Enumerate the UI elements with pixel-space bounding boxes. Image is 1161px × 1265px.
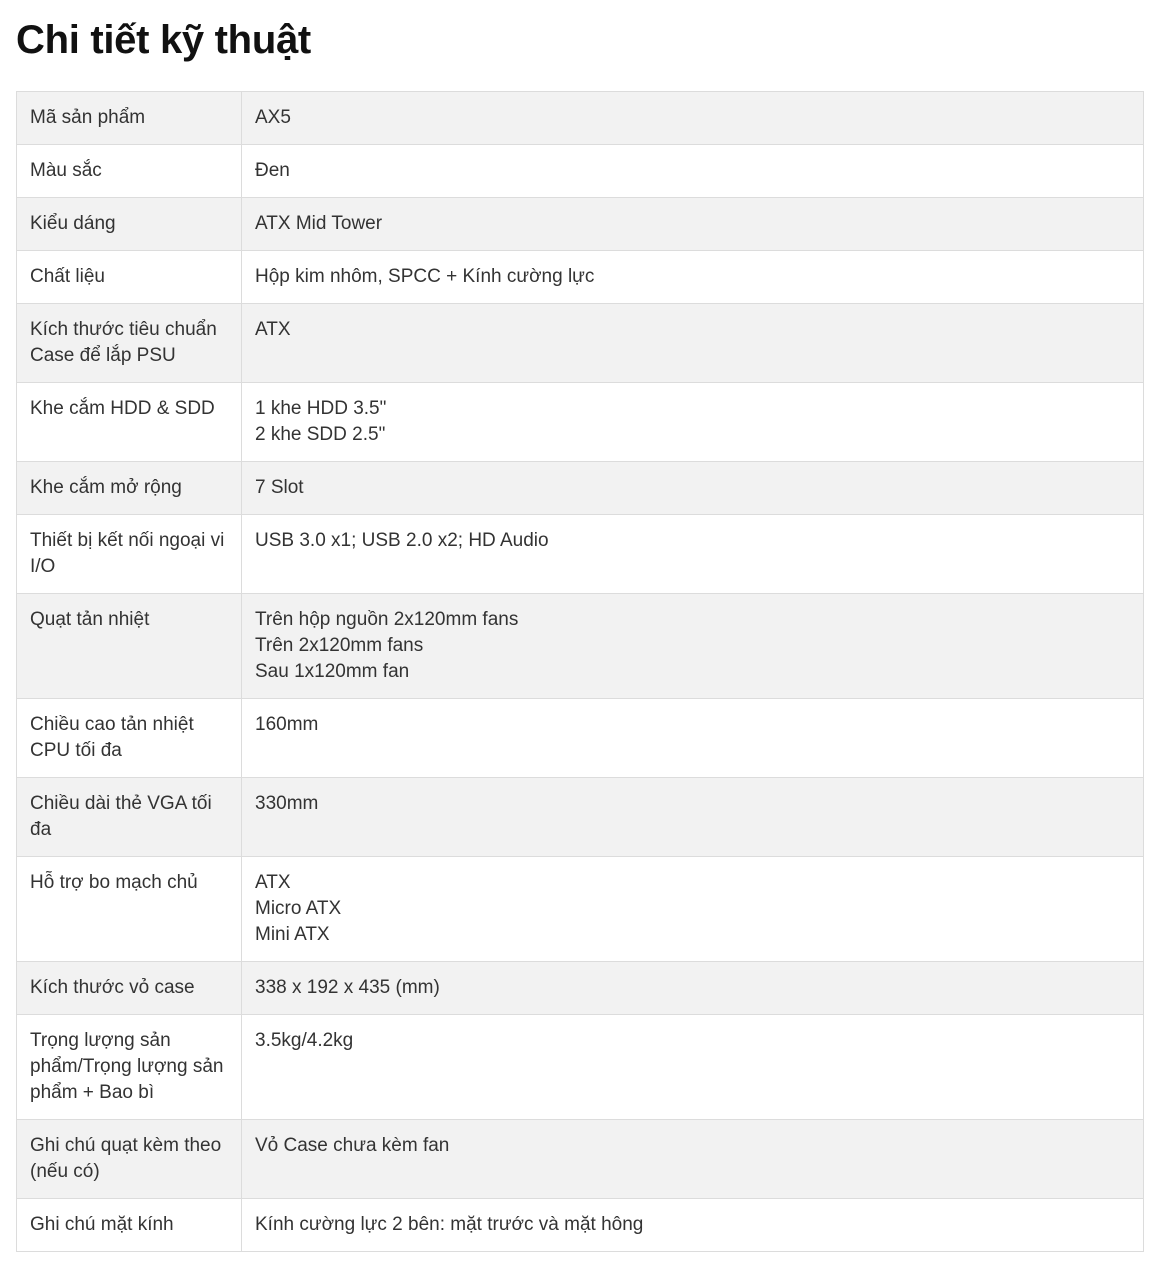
spec-value-line: ATX Mid Tower: [255, 213, 383, 234]
spec-value-line: AX5: [255, 107, 291, 128]
spec-value: [242, 145, 1144, 198]
spec-value-line: ATX: [255, 872, 291, 893]
spec-table-body: [17, 92, 1144, 1252]
spec-value: [242, 857, 1144, 962]
spec-label: Khe cắm mở rộng: [17, 462, 242, 515]
spec-value-line: Mini ATX: [255, 924, 330, 945]
spec-label: Kích thước tiêu chuẩn Case để lắp PSU: [17, 304, 242, 383]
spec-value: [242, 92, 1144, 145]
table-row: [17, 962, 1144, 1015]
spec-value: [242, 383, 1144, 462]
spec-value-line: USB 3.0 x1; USB 2.0 x2; HD Audio: [255, 530, 549, 551]
spec-value: [242, 1120, 1144, 1199]
spec-value-line: Trên 2x120mm fans: [255, 635, 424, 656]
table-row: [17, 462, 1144, 515]
table-row: [17, 92, 1144, 145]
table-row: [17, 1120, 1144, 1199]
spec-value: [242, 1015, 1144, 1120]
table-row: [17, 778, 1144, 857]
table-row: [17, 198, 1144, 251]
spec-value-line: 3.5kg/4.2kg: [255, 1030, 354, 1051]
spec-value-line: Đen: [255, 160, 290, 181]
table-row: [17, 383, 1144, 462]
spec-value-line: 338 x 192 x 435 (mm): [255, 977, 440, 998]
spec-value-line: Micro ATX: [255, 898, 342, 919]
spec-value-line: 2 khe SDD 2.5": [255, 424, 386, 445]
spec-value-line: Vỏ Case chưa kèm fan: [255, 1135, 450, 1156]
spec-value-line: 7 Slot: [255, 477, 304, 498]
spec-label: Khe cắm HDD & SDD: [17, 383, 242, 462]
spec-label: Kiểu dáng: [17, 198, 242, 251]
table-row: [17, 515, 1144, 594]
table-row: [17, 304, 1144, 383]
spec-value-line: 160mm: [255, 714, 319, 735]
spec-label: Chất liệu: [17, 251, 242, 304]
table-row: [17, 699, 1144, 778]
spec-value: [242, 515, 1144, 594]
table-row: [17, 594, 1144, 699]
spec-value-line: 1 khe HDD 3.5": [255, 398, 387, 419]
spec-label: Trọng lượng sản phẩm/Trọng lượng sản phẩm + Bao bì: [17, 1015, 242, 1120]
spec-label: Chiều dài thẻ VGA tối đa: [17, 778, 242, 857]
spec-label: Ghi chú mặt kính: [17, 1199, 242, 1252]
spec-value: [242, 778, 1144, 857]
spec-table: [16, 91, 1144, 1252]
spec-label: Màu sắc: [17, 145, 242, 198]
spec-label: Quạt tản nhiệt: [17, 594, 242, 699]
table-row: [17, 145, 1144, 198]
table-row: [17, 1199, 1144, 1252]
spec-value-line: 330mm: [255, 793, 319, 814]
spec-value: [242, 251, 1144, 304]
spec-value-line: Kính cường lực 2 bên: mặt trước và mặt hông: [255, 1214, 644, 1235]
spec-label: Thiết bị kết nối ngoại vi I/O: [17, 515, 242, 594]
spec-value: [242, 594, 1144, 699]
spec-value-line: Trên hộp nguồn 2x120mm fans: [255, 609, 519, 630]
spec-label: Kích thước vỏ case: [17, 962, 242, 1015]
spec-value: [242, 699, 1144, 778]
table-row: [17, 857, 1144, 962]
spec-value-line: Sau 1x120mm fan: [255, 661, 410, 682]
spec-label: Ghi chú quạt kèm theo (nếu có): [17, 1120, 242, 1199]
spec-value: [242, 198, 1144, 251]
table-row: [17, 1015, 1144, 1120]
spec-value-line: Hộp kim nhôm, SPCC + Kính cường lực: [255, 266, 595, 287]
spec-label: Chiều cao tản nhiệt CPU tối đa: [17, 699, 242, 778]
spec-value: [242, 962, 1144, 1015]
page-title: Chi tiết kỹ thuật: [16, 18, 311, 62]
spec-value-line: ATX: [255, 319, 291, 340]
spec-value: [242, 304, 1144, 383]
spec-value: [242, 462, 1144, 515]
spec-label: Mã sản phẩm: [17, 92, 242, 145]
table-row: [17, 251, 1144, 304]
spec-label: Hỗ trợ bo mạch chủ: [17, 857, 242, 962]
spec-value: [242, 1199, 1144, 1252]
